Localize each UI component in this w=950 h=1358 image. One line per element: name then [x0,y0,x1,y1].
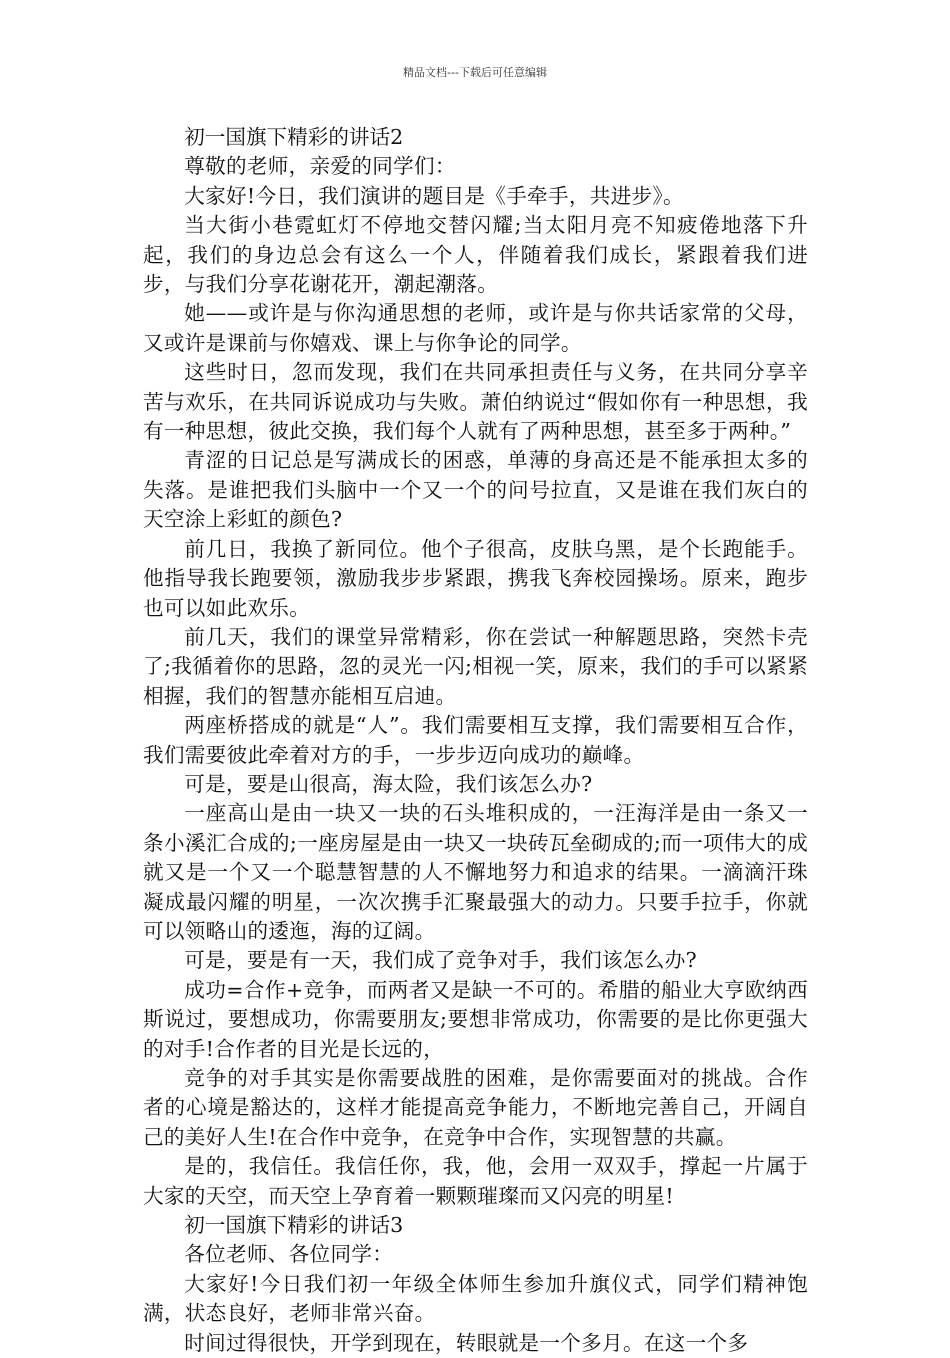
section-title-2: 初一国旗下精彩的讲话2 [184,125,404,149]
page-header: 精品文档---下载后可任意编辑 [403,66,547,79]
paragraph: 两座桥搭成的就是“人”。我们需要相互支撑，我们需要相互合作，我们需要彼此牵着对方的手，一步步迈向成功的巅峰。 [143,713,808,767]
paragraph: 青涩的日记总是写满成长的困惑，单薄的身高还是不能承担太多的失落。是谁把我们头脑中一个又一个的问号拉直，又是谁在我们灰白的天空涂上彩虹的颜色? [143,448,808,532]
paragraph: 竞争的对手其实是你需要战胜的困难，是你需要面对的挑战。合作者的心境是豁达的，这样才能提高竞争能力，不断地完善自己，开阔自己的美好人生!在合作中竞争，在竞争中合作，实现智慧的共赢。 [143,1066,808,1149]
section-title-3: 初一国旗下精彩的讲话3 [184,1213,404,1238]
paragraph: 前几日，我换了新同位。他个子很高，皮肤乌黑，是个长跑能手。他指导我长跑要领，激励我步步紧跟，携我飞奔校园操场。原来，跑步也可以如此欢乐。 [143,536,808,620]
paragraph: 可是，要是有一天，我们成了竞争对手，我们该怎么办? [184,948,697,973]
paragraph: 前几天，我们的课堂异常精彩，你在尝试一种解题思路，突然卡壳了;我循着你的思路，忽的灵光一闪;相视一笑，原来，我们的手可以紧紧相握，我们的智慧亦能相互启迪。 [143,624,808,708]
paragraph: 时间过得很快，开学到现在，转眼就是一个多月。在这一个多 [184,1330,749,1355]
paragraph: 是的，我信任。我信任你，我，他，会用一双双手，撑起一片属于大家的天空，而天空上孕育着一颗颗璀璨而又闪亮的明星! [143,1154,808,1208]
salutation: 尊敬的老师，亲爱的同学们： [184,154,456,179]
paragraph: 大家好!今日，我们演讲的题目是《手牵手，共进步》。 [184,183,684,208]
paragraph: 这些时日，忽而发现，我们在共同承担责任与义务，在共同分享辛苦与欢乐，在共同诉说成功与失败。萧伯纳说过“假如你有一种思想，我有一种思想，彼此交换，我们每个人就有了两种思想，甚至多于两种。” [143,360,808,444]
paragraph: 成功=合作+竞争，而两者又是缺一不可的。希腊的船业大亨欧纳西斯说过，要想成功，你需要朋友;要想非常成功，你需要的是比你更强大的对手!合作者的目光是长远的， [143,977,808,1061]
paragraph: 一座高山是由一块又一块的石头堆积成的，一汪海洋是由一条又一条小溪汇合成的;一座房屋是由一块又一块砖瓦垒砌成的;而一项伟大的成就又是一个又一个聪慧智慧的人不懈地努力和追求的结果。一滴滴汗珠凝成最闪耀的明星，一次次携手汇聚最强大的动力。只要手拉手，你就可以领略山的逶迤，海的辽阔。 [143,801,808,943]
paragraph: 她——或许是与你沟通思想的老师，或许是与你共话家常的父母，又或许是课前与你嬉戏、课上与你争论的同学。 [143,301,808,355]
paragraph: 可是，要是山很高，海太险，我们该怎么办? [184,771,593,796]
paragraph: 当大街小巷霓虹灯不停地交替闪耀;当太阳月亮不知疲倦地落下升起，我们的身边总会有这么一个人，伴随着我们成长，紧跟着我们进步，与我们分享花谢花开，潮起潮落。 [143,213,808,297]
salutation: 各位老师、各位同学： [184,1242,394,1267]
document-body [143,123,808,1358]
paragraph: 大家好!今日我们初一年级全体师生参加升旗仪式，同学们精神饱满，状态良好，老师非常兴奋。 [143,1271,808,1326]
